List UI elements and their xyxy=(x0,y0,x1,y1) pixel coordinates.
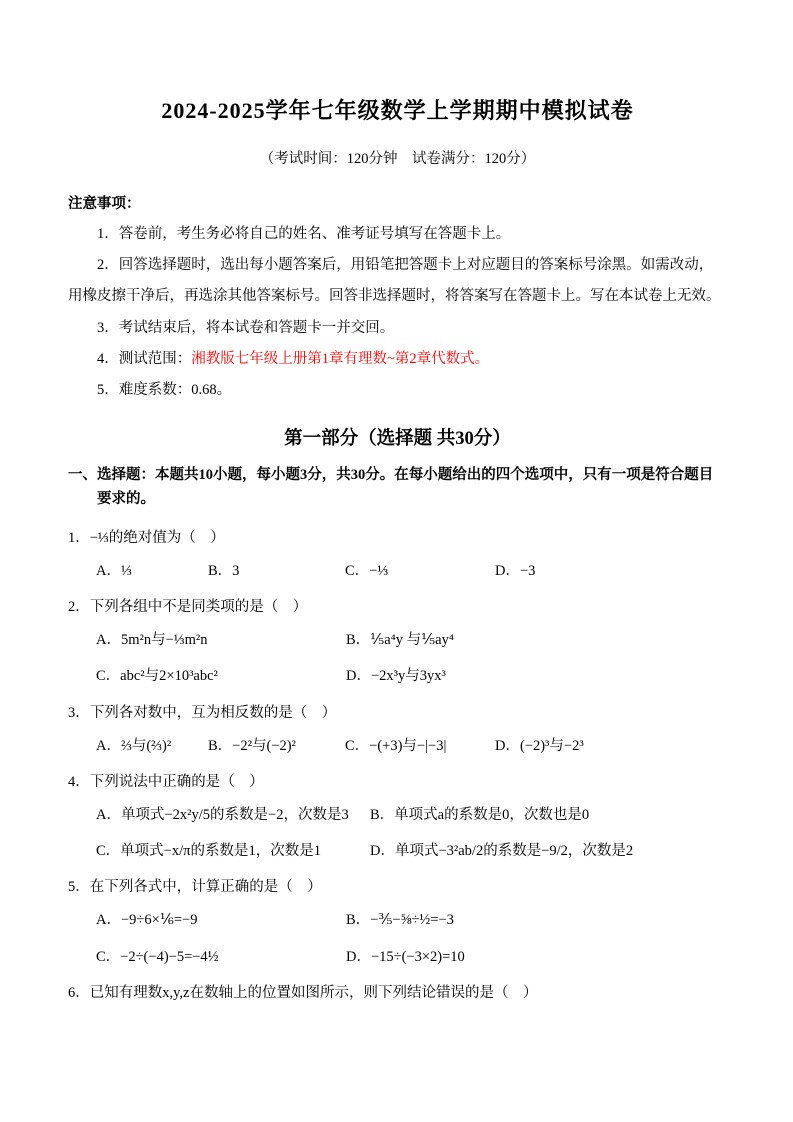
section-intro: 一、选择题：本题共10小题，每小题3分，共30分。在每小题给出的四个选项中，只有一项是符合题目要求的。 xyxy=(68,467,714,507)
question-2-options xyxy=(68,622,727,695)
option-a: A．单项式−2x²y/5的系数是−2，次数是3 xyxy=(96,806,349,823)
option-a: A．−9÷6×⅙=−9 xyxy=(96,912,198,929)
section-title: 第一部分（选择题 共30分） xyxy=(284,429,511,450)
option-d: D．(−2)³与−2³ xyxy=(495,737,584,754)
question-1-options xyxy=(68,553,727,589)
option-c: C．单项式−x/π的系数是1，次数是1 xyxy=(96,843,321,860)
question-5 xyxy=(68,873,727,975)
question-2 xyxy=(68,593,727,695)
notice-heading: 注意事项： xyxy=(68,196,141,212)
question-6-stem: 6．已知有理数x,y,z在数轴上的位置如图所示，则下列结论错误的是（ ） xyxy=(68,984,538,1001)
notice-item-2: 2．回答选择题时，选出每小题答案后，用铅笔把答题卡上对应题目的答案标号涂黑。如需改动，用橡皮擦干净后，再选涂其他答案标号。回答非选择题时，将答案写在答题卡上。写在本试卷上无效。 xyxy=(68,257,721,305)
option-a: A．5m²n与−⅓m²n xyxy=(96,632,208,649)
option-c: C．−(+3)与−|−3| xyxy=(345,737,447,754)
notice-list xyxy=(68,219,727,406)
question-4 xyxy=(68,768,727,870)
question-2-stem: 2．下列各组中不是同类项的是（ ） xyxy=(68,599,308,616)
option-c: C．abc²与2×10³abc² xyxy=(96,668,218,685)
option-d: D．−3 xyxy=(495,562,536,579)
question-5-stem: 5．在下列各式中，计算正确的是（ ） xyxy=(68,879,322,896)
option-d: D．单项式−3²ab/2的系数是−9/2，次数是2 xyxy=(370,843,634,860)
question-3-options xyxy=(68,728,727,764)
question-4-options xyxy=(68,797,727,870)
notice-item-1: 1．答卷前，考生务必将自己的姓名、准考证号填写在答题卡上。 xyxy=(97,226,511,242)
option-a: A．⅔与(⅔)² xyxy=(96,737,172,754)
option-a: A．⅓ xyxy=(96,562,132,579)
notice-item-3: 3．考试结束后，将本试卷和答题卡一并交回。 xyxy=(97,319,395,336)
option-b: B．⅕a⁴y 与⅕ay⁴ xyxy=(346,632,454,649)
question-1-stem: 1．−⅓的绝对值为（ ） xyxy=(68,529,225,546)
option-c: C．−⅓ xyxy=(345,562,389,579)
question-1 xyxy=(68,524,727,589)
notice-item-5: 5．难度系数：0.68。 xyxy=(97,381,232,398)
option-b: B．−⅗−⅝÷½=−3 xyxy=(346,912,454,929)
question-6 xyxy=(68,979,727,1008)
notice-item-4-prefix: 4．测试范围： xyxy=(97,350,192,367)
exam-subtitle: （考试时间：120分钟 试卷满分：120分） xyxy=(259,151,536,167)
option-b: B．−2²与(−2)² xyxy=(208,737,296,754)
option-b: B．单项式a的系数是0，次数也是0 xyxy=(370,806,590,823)
notice-item-4-scope: 湘教版七年级上册第1章有理数~第2章代数式。 xyxy=(191,350,490,367)
question-5-options xyxy=(68,902,727,975)
notice-item-4 xyxy=(68,344,727,375)
question-3 xyxy=(68,699,727,764)
option-d: D．−15÷(−3×2)=10 xyxy=(346,948,465,965)
exam-title: 2024-2025学年七年级数学上学期期中模拟试卷 xyxy=(161,98,634,123)
option-b: B．3 xyxy=(208,562,240,579)
question-3-stem: 3．下列各对数中，互为相反数的是（ ） xyxy=(68,704,337,721)
option-c: C．−2÷(−4)−5=−4½ xyxy=(96,948,219,965)
option-d: D．−2x³y与3yx³ xyxy=(346,668,446,685)
question-4-stem: 4．下列说法中正确的是（ ） xyxy=(68,773,264,790)
